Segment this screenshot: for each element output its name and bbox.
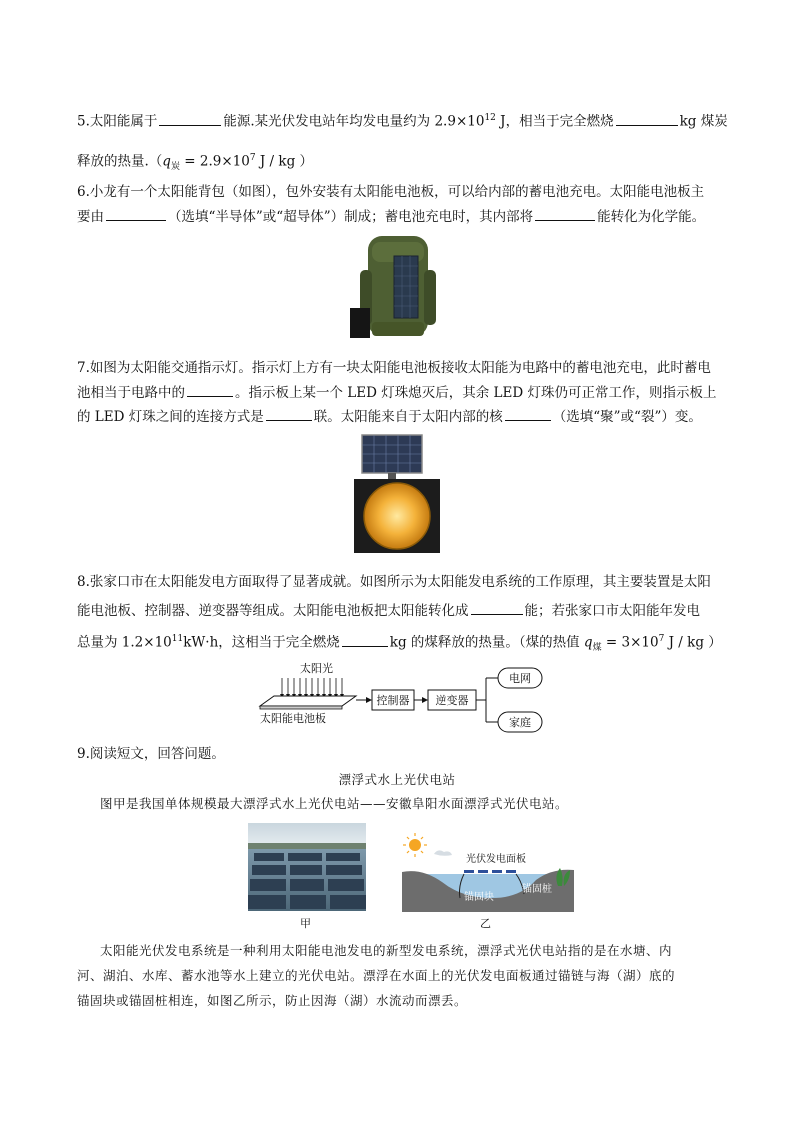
floating-solar-photo xyxy=(248,823,366,911)
q7-line3: 的 LED 灯珠之间的连接方式是 联。太阳能来自于太阳内部的核 （选填“聚”或“裂”）变。 xyxy=(77,406,702,427)
q8-line3: 总量为 $1.2\times 10^{11}kW\cdot h$，这相当于完全燃烧 kg 的煤释放的热量。（煤的热值 $q_煤 = 3\times 10^7$ J / kg ） xyxy=(77,629,722,658)
q5-line2: 释放的热量$.(q_炭 = 2.9\times 10^7$ J / kg ） xyxy=(77,153,314,173)
pv-panel-label: 光伏发电面板 xyxy=(466,854,526,865)
q8-line1: 8.张家口市在太阳能发电方面取得了显著成就。如图所示为太阳能发电系统的工作原理，其主要装置是太阳 xyxy=(77,574,711,590)
answer-blank[interactable] xyxy=(471,600,523,615)
q9-intro: 9.阅读短文，回答问题。 xyxy=(77,746,225,762)
answer-blank[interactable] xyxy=(187,382,233,397)
anchor-pile-label: 锚固桩 xyxy=(522,884,552,895)
anchoring-schematic xyxy=(402,832,574,912)
answer-blank[interactable] xyxy=(106,206,166,221)
inverter-box: 逆变器 xyxy=(435,694,469,707)
figure-a-label: 甲 xyxy=(300,917,311,930)
q7-line1: 7.如图为太阳能交通指示灯。指示灯上方有一块太阳能电池板接收太阳能为电路中的蓄电池充电，此时蓄电 xyxy=(77,360,711,376)
figure-b-label: 乙 xyxy=(480,917,491,930)
solar-panel-shape xyxy=(260,696,356,706)
answer-blank[interactable] xyxy=(505,406,551,421)
q5-line1: 5.太阳能属于 能源.某光伏发电站年均发电量约为 $2.9\times 10^{12}$ J，相当于完全燃烧 kg 煤炭 xyxy=(77,108,728,132)
solar-backpack-image xyxy=(350,230,446,342)
q8-line2: 能电池板、控制器、逆变器等组成。太阳能电池板把太阳能转化成 能；若张家口市太阳能年发电 xyxy=(77,600,700,621)
article-para2-line3: 锚固块或锚固桩相连，如图乙所示，防止因海（湖）水流动而漂丢。 xyxy=(77,993,468,1008)
answer-blank[interactable] xyxy=(342,632,388,647)
q6-line2: 要由 （选填“半导体”或“超导体”）制成；蓄电池充电时，其内部将 能转化为化学能。 xyxy=(77,206,705,227)
controller-box: 控制器 xyxy=(376,694,410,707)
anchor-block-label: 锚固块 xyxy=(464,892,494,903)
solar-traffic-light-image xyxy=(352,433,442,555)
solar-system-diagram xyxy=(252,658,552,738)
answer-blank[interactable] xyxy=(266,406,312,421)
article-para1: 图甲是我国单体规模最大漂浮式水上光伏电站——安徽阜阳水面漂浮式光伏电站。 xyxy=(100,796,569,811)
sun-icon xyxy=(409,839,421,851)
home-node: 家庭 xyxy=(509,716,531,729)
article-para2-line2: 河、湖泊、水库、蓄水池等水上建立的光伏电站。漂浮在水面上的光伏发电面板通过锚链与海（湖）底的 xyxy=(77,968,676,983)
answer-blank[interactable] xyxy=(535,206,595,221)
answer-blank[interactable] xyxy=(159,111,221,126)
grid-node: 电网 xyxy=(509,672,531,685)
article-title: 漂浮式水上光伏电站 xyxy=(338,772,456,787)
q6-line1: 6.小龙有一个太阳能背包（如图），包外安装有太阳能电池板，可以给内部的蓄电池充电。太阳能电池板主 xyxy=(77,184,705,200)
article-para2-line1: 太阳能光伏发电系统是一种利用太阳能电池发电的新型发电系统，漂浮式光伏电站指的是在水塘、内 xyxy=(100,943,673,958)
sunlight-label: 太阳光 xyxy=(300,662,333,675)
solar-panel-label: 太阳能电池板 xyxy=(260,712,326,725)
answer-blank[interactable] xyxy=(616,111,678,126)
q7-line2: 池相当于电路中的 。指示板上某一个 LED 灯珠熄灭后，其余 LED 灯珠仍可正常工作，则指示板上 xyxy=(77,382,716,403)
